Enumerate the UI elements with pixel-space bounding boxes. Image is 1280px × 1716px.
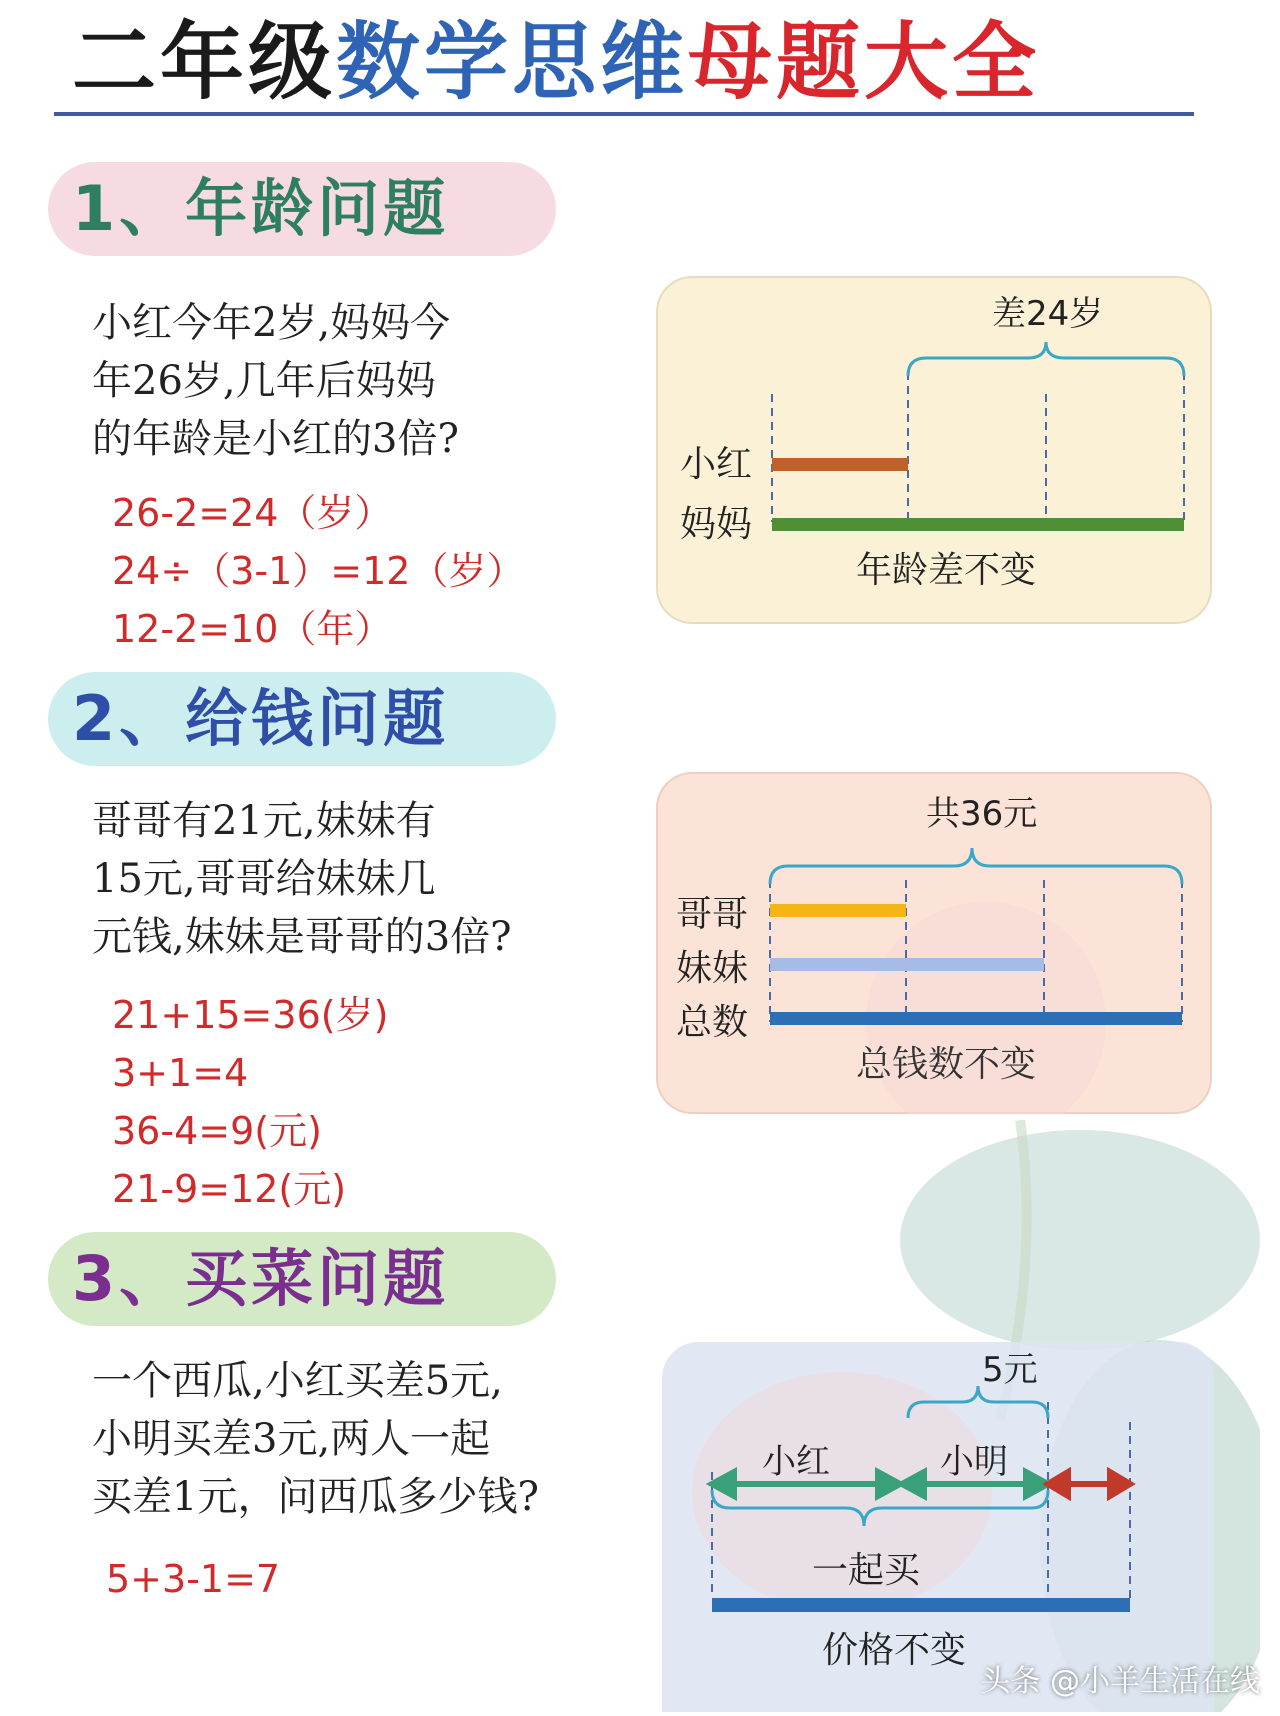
mama-age-bar [772,518,1184,531]
page-title [72,12,1040,112]
section-2-answer-1: 21+15=36(岁) [112,993,389,1037]
price-bar [712,1598,1130,1612]
meimei-row-label: 妹妹 [676,948,749,989]
section-2-heading-pill [48,672,556,766]
section-2-answer-3: 36-4=9(元) [112,1109,322,1153]
mama-row-label: 妈妈 [680,504,753,545]
section-3-heading-pill [48,1232,556,1326]
section-1-answer-1: 26-2=24（岁） [112,491,393,535]
section-1-question-line-3: 的年龄是小红的3倍? [92,416,459,462]
section-2-question-line-1: 哥哥有21元,妹妹有 [92,798,436,844]
total-money-bar [770,1012,1182,1025]
xiaohong-arrow-label: 小红 [762,1442,830,1482]
total-row-label: 总数 [676,1002,749,1043]
section-1-question-line-2: 年26岁,几年后妈妈 [92,358,436,404]
section-2-answer-2: 3+1=4 [112,1051,249,1095]
age-constant-caption: 年龄差不变 [856,550,1037,591]
gege-money-bar [770,904,906,917]
age-difference-label: 差24岁 [992,294,1104,334]
xiaoming-arrow-label: 小明 [940,1442,1008,1482]
five-yuan-label: 5元 [982,1350,1038,1390]
section-3-heading: 3、买菜问题 [72,1242,450,1315]
title-part-math: 数学思维 [336,13,689,111]
section-3-question-line-1: 一个西瓜,小红买差5元, [92,1358,503,1404]
section-1-heading: 1、年龄问题 [72,172,450,245]
one-yuan-arrow-head-left [1048,1472,1068,1496]
title-divider [54,112,1194,116]
section-2-question-line-2: 15元,哥哥给妹妹几 [92,856,436,902]
source-watermark: 头条 @小羊生活在线 [980,1664,1260,1699]
section-3-question-line-2: 小明买差3元,两人一起 [92,1416,491,1462]
price-constant-caption: 价格不变 [822,1630,967,1671]
money-diagram [656,772,1212,1114]
section-2-answer-4: 21-9=12(元) [112,1167,347,1211]
section-3-question-line-3: 买差1元，问西瓜多少钱? [92,1474,539,1520]
section-2-heading: 2、给钱问题 [72,682,450,755]
title-part-grade: 二年级 [72,13,337,111]
money-total-brace [770,848,1182,884]
xiaohong-row-label: 小红 [680,444,753,485]
lotus-leaf-decoration [900,1130,1260,1350]
together-label: 一起买 [812,1550,921,1591]
section-3-answer-1: 5+3-1=7 [106,1557,281,1601]
section-1-heading-pill [48,162,556,256]
money-total-label: 共36元 [926,794,1038,834]
age-diagram [656,276,1212,624]
section-1-question-line-1: 小红今年2岁,妈妈今 [92,300,451,346]
section-1-answer-3: 12-2=10（年） [112,607,393,651]
one-yuan-arrow-head-right [1110,1472,1130,1496]
money-constant-caption: 总钱数不变 [856,1044,1037,1085]
meimei-money-bar [770,958,1044,971]
xiaohong-age-bar [772,458,908,471]
title-part-collection: 母题大全 [688,13,1041,111]
gege-row-label: 哥哥 [676,894,749,935]
section-2-question-line-3: 元钱,妹妹是哥哥的3倍? [92,914,512,960]
section-1-answer-2: 24÷（3-1）=12（岁） [112,549,525,593]
age-difference-brace [908,342,1184,376]
